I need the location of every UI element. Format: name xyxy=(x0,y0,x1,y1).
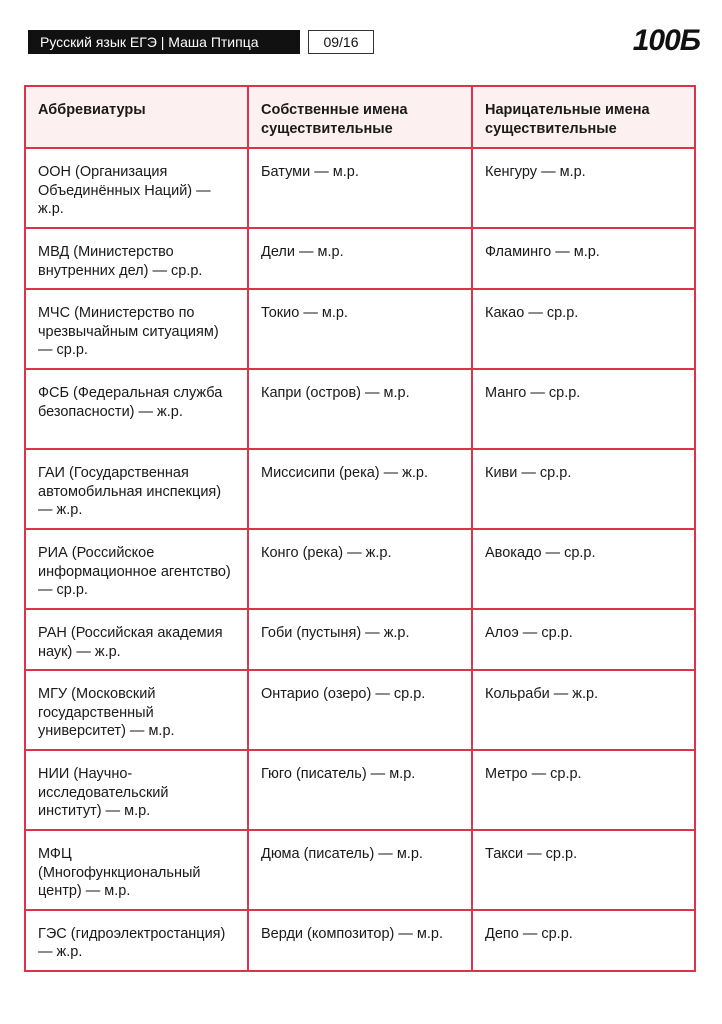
common-noun-cell: Киви — ср.р. xyxy=(472,449,695,529)
table-row xyxy=(25,750,695,830)
abbreviation-cell: МФЦ (Многофункциональный центр) — м.р. xyxy=(25,830,248,910)
proper-noun-cell: Дели — м.р. xyxy=(248,228,472,289)
proper-noun-cell: Миссисипи (река) — ж.р. xyxy=(248,449,472,529)
abbreviation-cell: РИА (Российское информационное агентство) — ср.р. xyxy=(25,529,248,609)
proper-noun-cell: Токио — м.р. xyxy=(248,289,472,369)
table-row xyxy=(25,910,695,971)
proper-noun-cell: Конго (река) — ж.р. xyxy=(248,529,472,609)
column-header-common-nouns: Нарицательные имена существительные xyxy=(472,86,695,148)
abbreviation-cell: ГАИ (Государственная автомобильная инспекция) — ж.р. xyxy=(25,449,248,529)
table-row xyxy=(25,289,695,369)
common-noun-cell: Кенгуру — м.р. xyxy=(472,148,695,228)
table-row xyxy=(25,529,695,609)
table-row xyxy=(25,609,695,670)
common-noun-cell: Депо — ср.р. xyxy=(472,910,695,971)
common-noun-cell: Кольраби — ж.р. xyxy=(472,670,695,750)
page-number: 09/16 xyxy=(308,30,374,54)
proper-noun-cell: Батуми — м.р. xyxy=(248,148,472,228)
column-header-abbreviations: Аббревиатуры xyxy=(25,86,248,148)
common-noun-cell: Алоэ — ср.р. xyxy=(472,609,695,670)
abbreviation-cell: МГУ (Московский государственный университет) — м.р. xyxy=(25,670,248,750)
abbreviation-cell: ФСБ (Федеральная служба безопасности) — ж.р. xyxy=(25,369,248,449)
proper-noun-cell: Онтарио (озеро) — ср.р. xyxy=(248,670,472,750)
common-noun-cell: Авокадо — ср.р. xyxy=(472,529,695,609)
table-row xyxy=(25,228,695,289)
proper-noun-cell: Гюго (писатель) — м.р. xyxy=(248,750,472,830)
header xyxy=(28,30,374,54)
abbreviation-cell: НИИ (Научно-исследовательский институт) — м.р. xyxy=(25,750,248,830)
abbreviation-cell: МВД (Министерство внутренних дел) — ср.р. xyxy=(25,228,248,289)
table-row xyxy=(25,670,695,750)
common-noun-cell: Какао — ср.р. xyxy=(472,289,695,369)
abbreviation-cell: ГЭС (гидроэлектростанция) — ж.р. xyxy=(25,910,248,971)
common-noun-cell: Метро — ср.р. xyxy=(472,750,695,830)
table-row xyxy=(25,449,695,529)
table-header-row xyxy=(25,86,695,148)
table-row xyxy=(25,148,695,228)
proper-noun-cell: Верди (композитор) — м.р. xyxy=(248,910,472,971)
proper-noun-cell: Капри (остров) — м.р. xyxy=(248,369,472,449)
abbreviation-cell: РАН (Российская академия наук) — ж.р. xyxy=(25,609,248,670)
table-row xyxy=(25,369,695,449)
brand-logo: 100Б xyxy=(632,24,700,57)
proper-noun-cell: Дюма (писатель) — м.р. xyxy=(248,830,472,910)
common-noun-cell: Фламинго — м.р. xyxy=(472,228,695,289)
abbreviation-cell: ООН (Организация Объединённых Наций) — ж.р. xyxy=(25,148,248,228)
document-title: Русский язык ЕГЭ | Маша Птипца xyxy=(28,30,300,54)
column-header-proper-nouns: Собственные имена существительные xyxy=(248,86,472,148)
table-row xyxy=(25,830,695,910)
abbreviation-cell: МЧС (Министерство по чрезвычайным ситуациям) — ср.р. xyxy=(25,289,248,369)
common-noun-cell: Такси — ср.р. xyxy=(472,830,695,910)
gender-rules-table xyxy=(24,85,696,972)
common-noun-cell: Манго — ср.р. xyxy=(472,369,695,449)
proper-noun-cell: Гоби (пустыня) — ж.р. xyxy=(248,609,472,670)
